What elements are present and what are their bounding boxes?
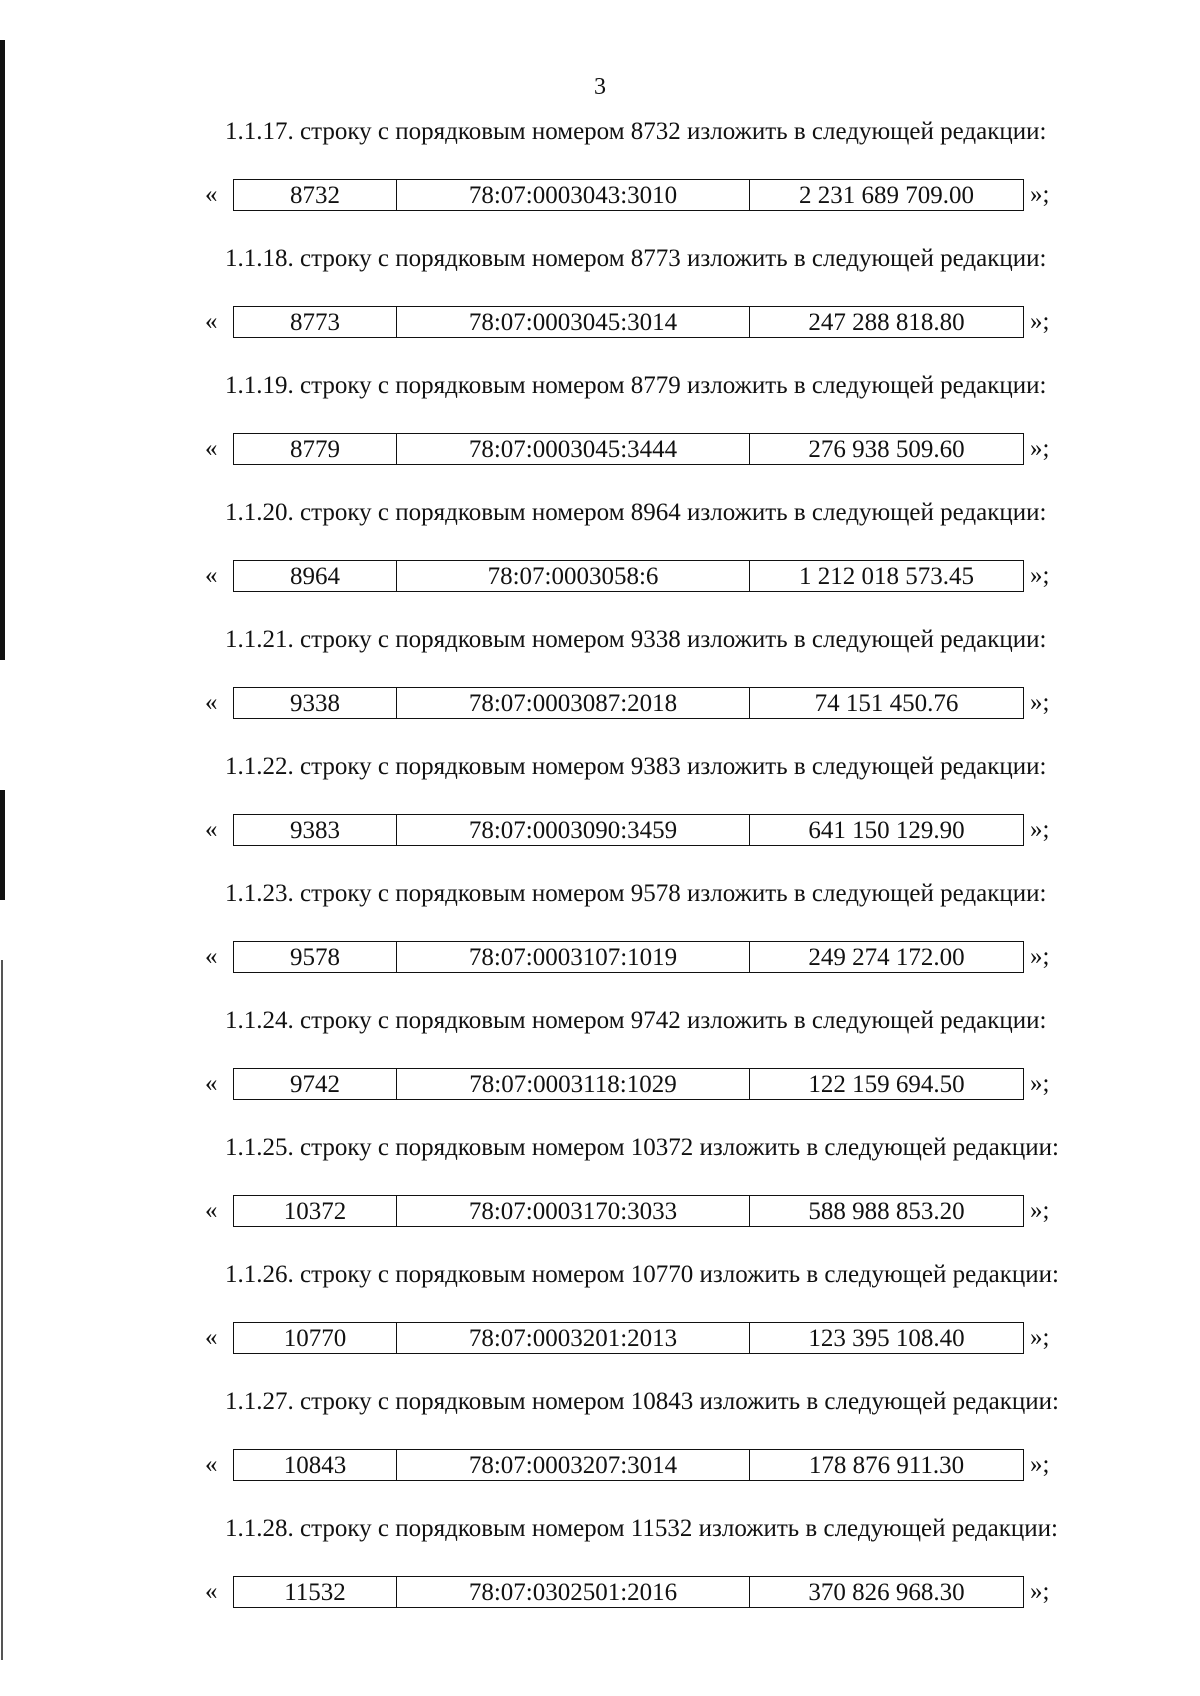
amendment-instruction: 1.1.18. строку с порядковым номером 8773 изложить в следующей редакции: bbox=[225, 245, 1047, 272]
cadastral-number-cell: 78:07:0003045:3444 bbox=[397, 434, 750, 464]
amendment-list bbox=[0, 116, 1200, 1640]
cadastral-number-cell: 78:07:0003201:2013 bbox=[397, 1323, 750, 1353]
row-number-cell: 8732 bbox=[234, 180, 397, 210]
row-table bbox=[233, 1322, 1024, 1354]
amendment-item bbox=[0, 243, 1200, 370]
amendment-instruction: 1.1.27. строку с порядковым номером 10843 изложить в следующей редакции: bbox=[225, 1388, 1059, 1415]
row-table bbox=[233, 306, 1024, 338]
cadastral-number-cell: 78:07:0003058:6 bbox=[397, 561, 750, 591]
row-number-cell: 10843 bbox=[234, 1450, 397, 1480]
amendment-instruction: 1.1.21. строку с порядковым номером 9338 изложить в следующей редакции: bbox=[225, 626, 1047, 653]
row-number-cell: 10372 bbox=[234, 1196, 397, 1226]
amendment-instruction: 1.1.20. строку с порядковым номером 8964 изложить в следующей редакции: bbox=[225, 499, 1047, 526]
row-number-cell: 8773 bbox=[234, 307, 397, 337]
cadastral-value-cell: 249 274 172.00 bbox=[808, 943, 965, 971]
replacement-row bbox=[0, 687, 1200, 719]
opening-quote: « bbox=[205, 1197, 218, 1224]
cadastral-value-cell: 123 395 108.40 bbox=[808, 1324, 965, 1352]
cadastral-number-cell: 78:07:0003045:3014 bbox=[397, 307, 750, 337]
row-table bbox=[233, 1068, 1024, 1100]
amendment-item bbox=[0, 624, 1200, 751]
cadastral-number-cell: 78:07:0003087:2018 bbox=[397, 688, 750, 718]
row-number-cell: 9742 bbox=[234, 1069, 397, 1099]
closing-quote: »; bbox=[1030, 943, 1050, 970]
row-number-cell: 9383 bbox=[234, 815, 397, 845]
amendment-instruction: 1.1.17. строку с порядковым номером 8732 изложить в следующей редакции: bbox=[225, 118, 1047, 145]
opening-quote: « bbox=[205, 308, 218, 335]
closing-quote: »; bbox=[1030, 181, 1050, 208]
cadastral-value-cell: 276 938 509.60 bbox=[808, 435, 965, 463]
amendment-instruction: 1.1.26. строку с порядковым номером 10770 изложить в следующей редакции: bbox=[225, 1261, 1059, 1288]
amendment-item bbox=[0, 1259, 1200, 1386]
row-table bbox=[233, 941, 1024, 973]
opening-quote: « bbox=[205, 1070, 218, 1097]
closing-quote: »; bbox=[1030, 816, 1050, 843]
cadastral-value-cell: 641 150 129.90 bbox=[808, 816, 965, 844]
cadastral-value-cell: 178 876 911.30 bbox=[808, 1451, 965, 1479]
replacement-row bbox=[0, 306, 1200, 338]
row-table bbox=[233, 179, 1024, 211]
closing-quote: »; bbox=[1030, 562, 1050, 589]
closing-quote: »; bbox=[1030, 1324, 1050, 1351]
amendment-instruction: 1.1.22. строку с порядковым номером 9383 изложить в следующей редакции: bbox=[225, 753, 1047, 780]
replacement-row bbox=[0, 941, 1200, 973]
amendment-item bbox=[0, 878, 1200, 1005]
replacement-row bbox=[0, 1449, 1200, 1481]
replacement-row bbox=[0, 560, 1200, 592]
cadastral-number-cell: 78:07:0003207:3014 bbox=[397, 1450, 750, 1480]
page-number: 3 bbox=[594, 74, 606, 100]
row-number-cell: 8779 bbox=[234, 434, 397, 464]
cadastral-value-cell: 2 231 689 709.00 bbox=[799, 181, 974, 209]
replacement-row bbox=[0, 1576, 1200, 1608]
opening-quote: « bbox=[205, 943, 218, 970]
row-number-cell: 10770 bbox=[234, 1323, 397, 1353]
opening-quote: « bbox=[205, 1451, 218, 1478]
opening-quote: « bbox=[205, 1324, 218, 1351]
opening-quote: « bbox=[205, 435, 218, 462]
cadastral-number-cell: 78:07:0003043:3010 bbox=[397, 180, 750, 210]
cadastral-number-cell: 78:07:0003118:1029 bbox=[397, 1069, 750, 1099]
cadastral-value-cell: 247 288 818.80 bbox=[808, 308, 965, 336]
replacement-row bbox=[0, 814, 1200, 846]
opening-quote: « bbox=[205, 181, 218, 208]
amendment-instruction: 1.1.23. строку с порядковым номером 9578 изложить в следующей редакции: bbox=[225, 880, 1047, 907]
row-number-cell: 9338 bbox=[234, 688, 397, 718]
replacement-row bbox=[0, 179, 1200, 211]
row-table bbox=[233, 1576, 1024, 1608]
opening-quote: « bbox=[205, 1578, 218, 1605]
opening-quote: « bbox=[205, 562, 218, 589]
cadastral-number-cell: 78:07:0302501:2016 bbox=[397, 1577, 750, 1607]
amendment-item bbox=[0, 751, 1200, 878]
amendment-instruction: 1.1.19. строку с порядковым номером 8779 изложить в следующей редакции: bbox=[225, 372, 1047, 399]
row-number-cell: 11532 bbox=[234, 1577, 397, 1607]
closing-quote: »; bbox=[1030, 1578, 1050, 1605]
cadastral-value-cell: 122 159 694.50 bbox=[808, 1070, 965, 1098]
replacement-row bbox=[0, 1068, 1200, 1100]
cadastral-number-cell: 78:07:0003090:3459 bbox=[397, 815, 750, 845]
amendment-instruction: 1.1.25. строку с порядковым номером 10372 изложить в следующей редакции: bbox=[225, 1134, 1059, 1161]
closing-quote: »; bbox=[1030, 308, 1050, 335]
row-table bbox=[233, 1449, 1024, 1481]
cadastral-value-cell: 74 151 450.76 bbox=[814, 689, 959, 717]
cadastral-value-cell: 1 212 018 573.45 bbox=[799, 562, 974, 590]
amendment-item bbox=[0, 1513, 1200, 1640]
opening-quote: « bbox=[205, 816, 218, 843]
cadastral-number-cell: 78:07:0003170:3033 bbox=[397, 1196, 750, 1226]
cadastral-value-cell: 588 988 853.20 bbox=[808, 1197, 965, 1225]
row-number-cell: 9578 bbox=[234, 942, 397, 972]
amendment-item bbox=[0, 370, 1200, 497]
amendment-item bbox=[0, 1386, 1200, 1513]
amendment-item bbox=[0, 1132, 1200, 1259]
closing-quote: »; bbox=[1030, 689, 1050, 716]
row-table bbox=[233, 433, 1024, 465]
opening-quote: « bbox=[205, 689, 218, 716]
row-table bbox=[233, 687, 1024, 719]
replacement-row bbox=[0, 1322, 1200, 1354]
amendment-instruction: 1.1.24. строку с порядковым номером 9742 изложить в следующей редакции: bbox=[225, 1007, 1047, 1034]
closing-quote: »; bbox=[1030, 1070, 1050, 1097]
closing-quote: »; bbox=[1030, 1451, 1050, 1478]
row-table bbox=[233, 814, 1024, 846]
amendment-instruction: 1.1.28. строку с порядковым номером 11532 изложить в следующей редакции: bbox=[225, 1515, 1059, 1542]
row-table bbox=[233, 1195, 1024, 1227]
amendment-item bbox=[0, 116, 1200, 243]
closing-quote: »; bbox=[1030, 435, 1050, 462]
row-number-cell: 8964 bbox=[234, 561, 397, 591]
cadastral-value-cell: 370 826 968.30 bbox=[808, 1578, 965, 1606]
replacement-row bbox=[0, 1195, 1200, 1227]
amendment-item bbox=[0, 1005, 1200, 1132]
replacement-row bbox=[0, 433, 1200, 465]
row-table bbox=[233, 560, 1024, 592]
cadastral-number-cell: 78:07:0003107:1019 bbox=[397, 942, 750, 972]
closing-quote: »; bbox=[1030, 1197, 1050, 1224]
amendment-item bbox=[0, 497, 1200, 624]
